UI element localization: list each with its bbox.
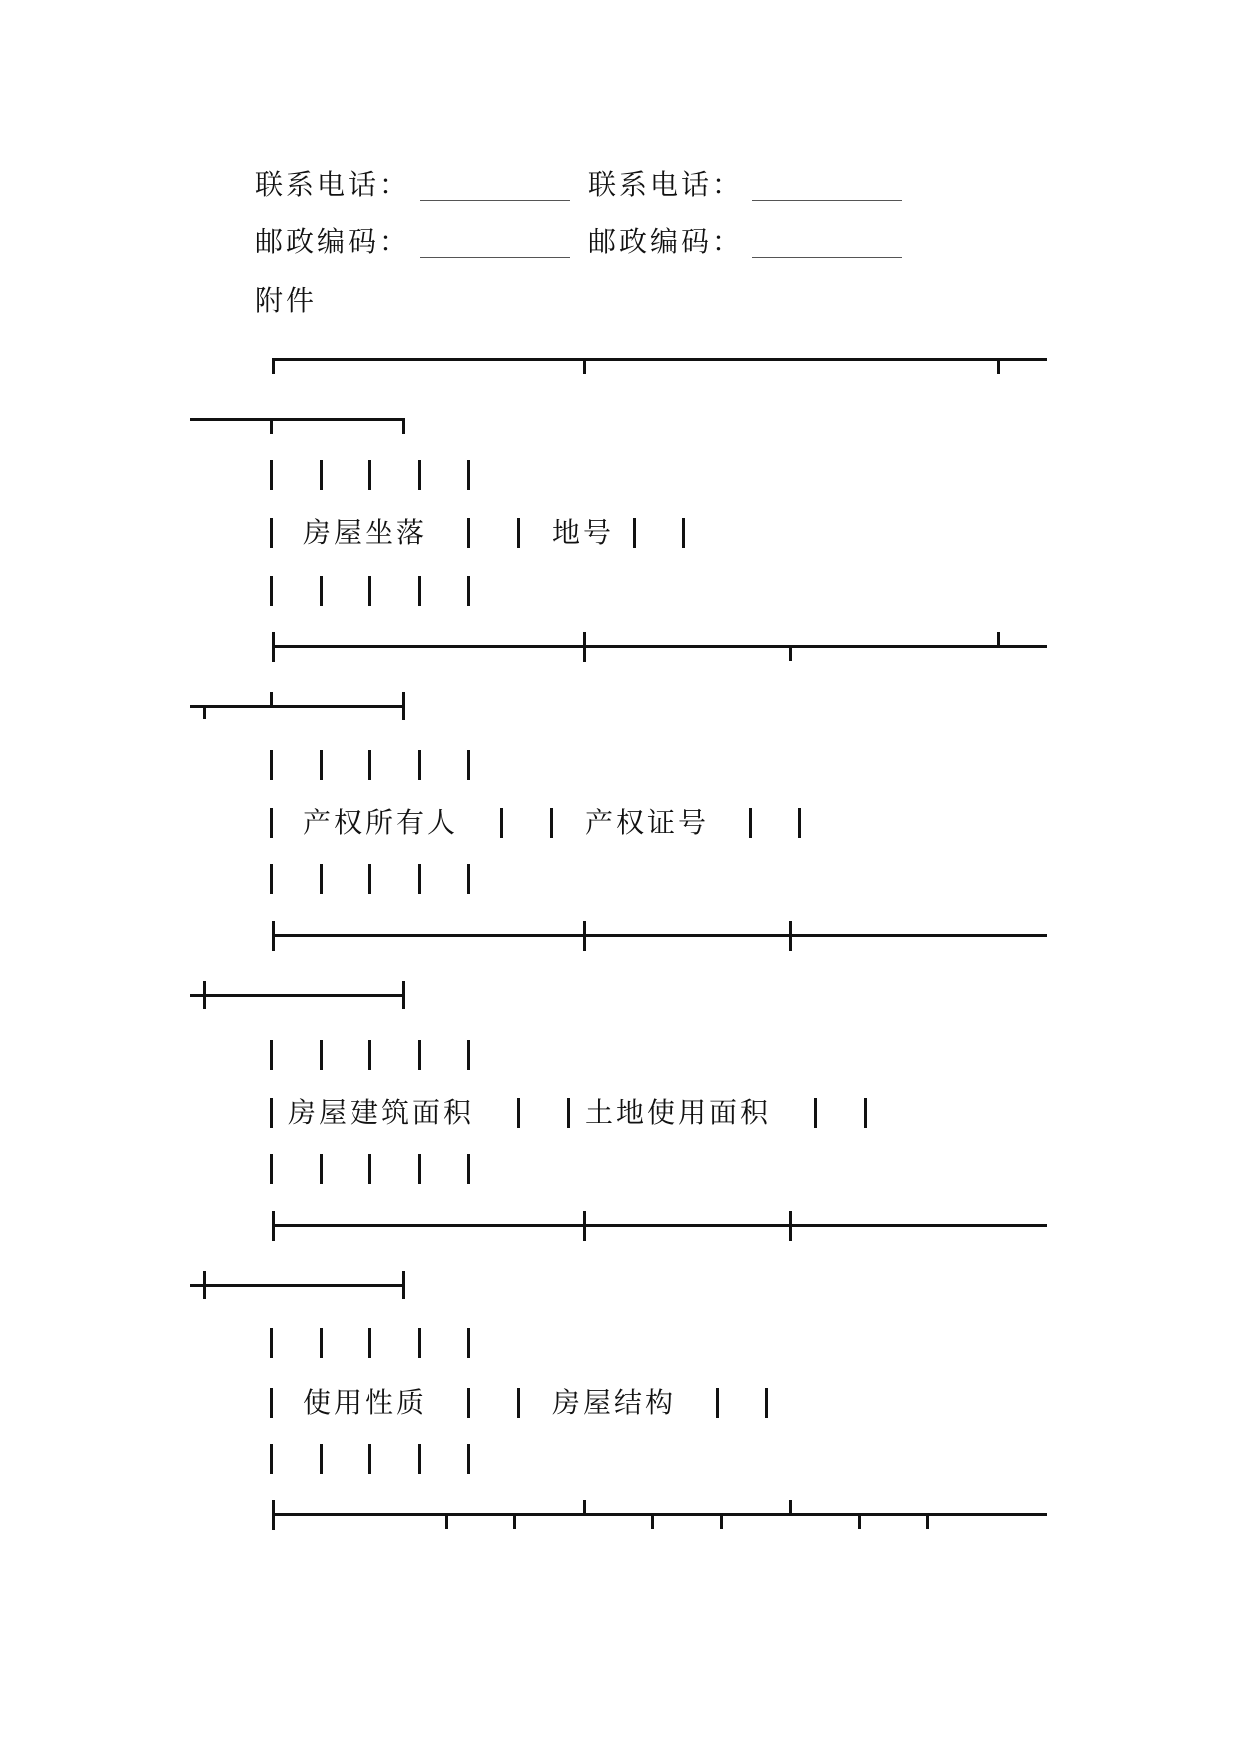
row3-label-b: 土地使用面积 — [585, 1096, 772, 1129]
row1-label-a: 房屋坐落 — [303, 516, 428, 549]
postal-blank-1[interactable] — [420, 257, 570, 258]
row1-label-b: 地号 — [552, 516, 615, 549]
postal-label-1: 邮政编码： — [255, 225, 411, 258]
row4-label-a: 使用性质 — [303, 1386, 428, 1419]
phone-blank-1[interactable] — [420, 200, 570, 201]
row2-label-b: 产权证号 — [585, 806, 710, 839]
phone-label-2: 联系电话： — [588, 168, 744, 201]
postal-label-2: 邮政编码： — [588, 225, 744, 258]
phone-blank-2[interactable] — [752, 200, 902, 201]
row4-label-b: 房屋结构 — [552, 1386, 677, 1419]
row3-label-a: 房屋建筑面积 — [288, 1096, 475, 1129]
postal-blank-2[interactable] — [752, 257, 902, 258]
phone-label-1: 联系电话： — [255, 168, 411, 201]
row2-label-a: 产权所有人 — [303, 806, 459, 839]
attachment-title: 附件 — [255, 284, 318, 317]
